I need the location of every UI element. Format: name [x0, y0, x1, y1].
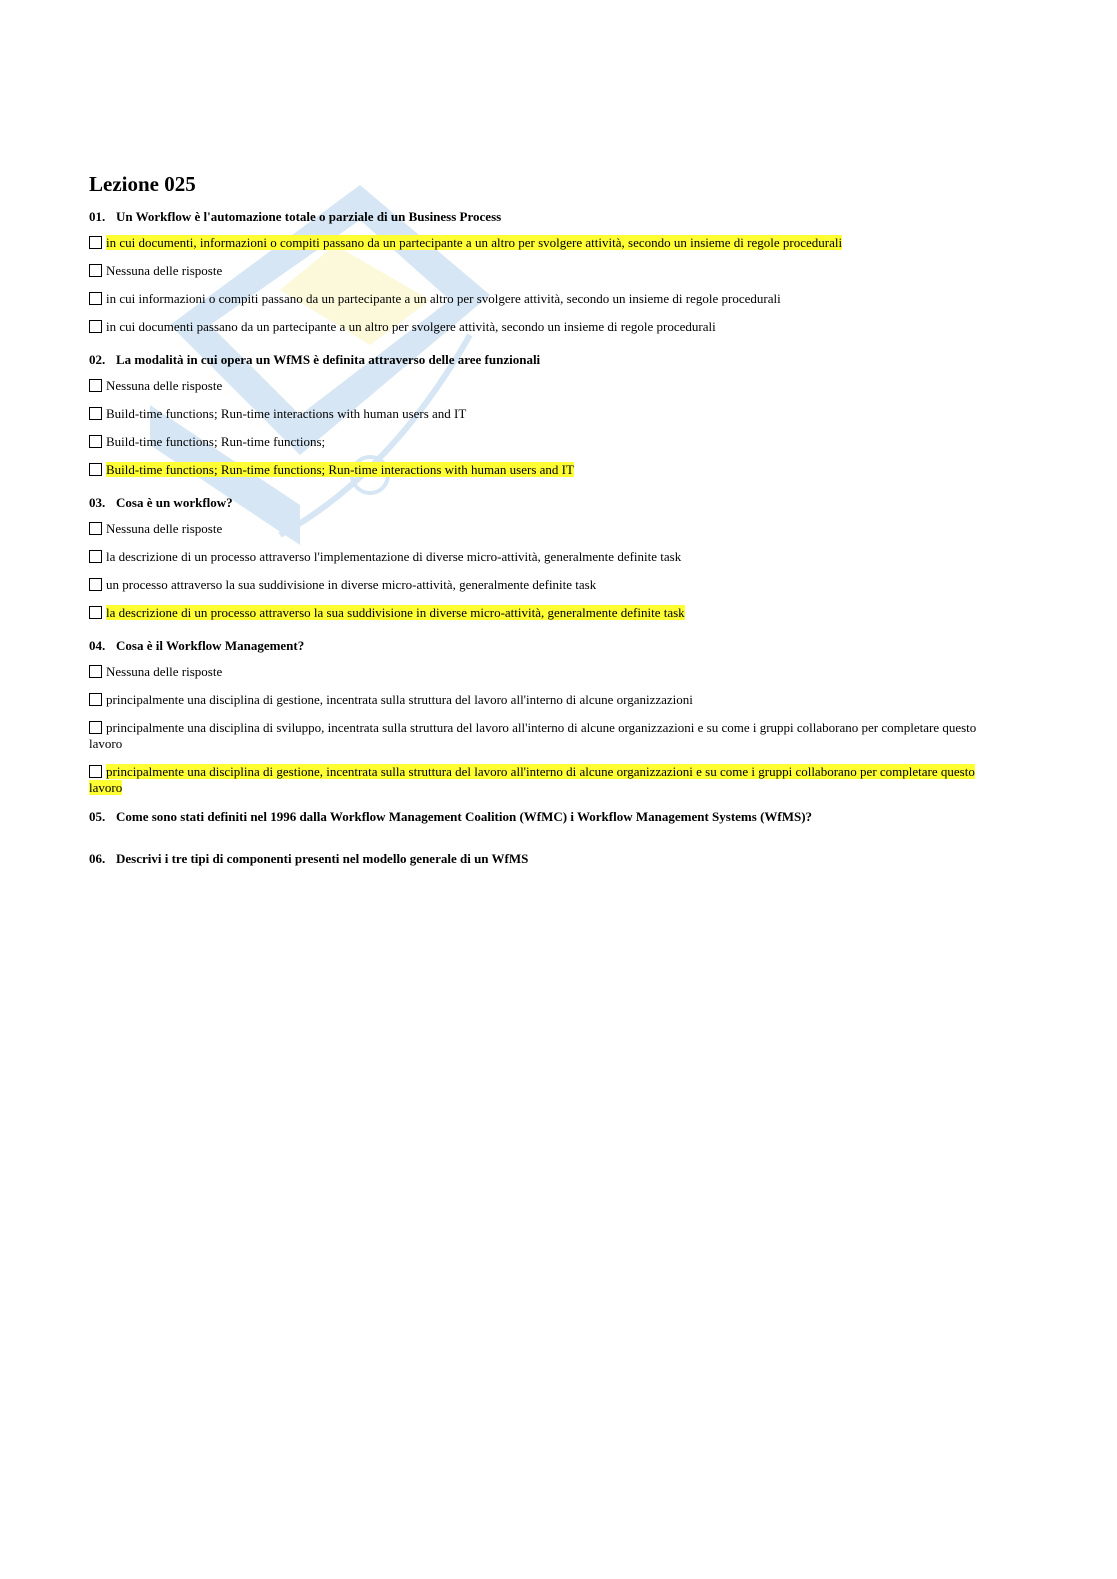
answer-checkbox[interactable] [89, 264, 102, 277]
question-text: Cosa è il Workflow Management? [116, 638, 305, 653]
answer-option [89, 263, 1009, 279]
answer-option [89, 406, 1009, 422]
question-text: Descrivi i tre tipi di componenti presenti nel modello generale di un WfMS [116, 851, 529, 866]
answer-checkbox[interactable] [89, 665, 102, 678]
answer-text: Build-time functions; Run-time interactions with human users and IT [106, 406, 467, 421]
answer-option [89, 764, 1009, 796]
answer-text: in cui informazioni o compiti passano da un partecipante a un altro per svolgere attività, secondo un insieme di regole procedurali [106, 291, 781, 306]
answer-option [89, 462, 1009, 478]
question-heading [89, 808, 1009, 826]
answer-text: in cui documenti passano da un partecipante a un altro per svolgere attività, secondo un insieme di regole procedurali [106, 319, 716, 334]
question-number: 03. [89, 495, 106, 510]
answer-text: Nessuna delle risposte [106, 521, 223, 536]
answer-option [89, 664, 1009, 680]
question-heading [89, 850, 1009, 868]
answer-option [89, 434, 1009, 450]
answer-checkbox[interactable] [89, 693, 102, 706]
question-block [89, 351, 1009, 478]
answer-text: un processo attraverso la sua suddivisione in diverse micro-attività, generalmente definite task [106, 577, 597, 592]
open-question-block [89, 850, 1009, 868]
open-question-block [89, 808, 1009, 826]
question-heading [89, 351, 1009, 369]
answer-checkbox[interactable] [89, 435, 102, 448]
page-title: Lezione 025 [89, 172, 196, 196]
question-block [89, 637, 1009, 796]
question-number: 02. [89, 352, 106, 367]
answer-checkbox[interactable] [89, 463, 102, 476]
answer-text-highlighted: in cui documenti, informazioni o compiti passano da un partecipante a un altro per svolgere attività, secondo un insieme di regole procedurali [106, 235, 843, 250]
answer-checkbox[interactable] [89, 522, 102, 535]
question-number: 06. [89, 851, 106, 866]
answer-option [89, 378, 1009, 394]
answer-option [89, 235, 1009, 251]
question-heading [89, 637, 1009, 655]
question-heading [89, 494, 1009, 512]
answer-checkbox[interactable] [89, 765, 102, 778]
question-heading [89, 208, 1009, 226]
answer-text: principalmente una disciplina di gestione, incentrata sulla struttura del lavoro all'interno di alcune organizzazioni [106, 692, 693, 707]
answer-option [89, 319, 1009, 335]
answer-checkbox[interactable] [89, 606, 102, 619]
answer-checkbox[interactable] [89, 550, 102, 563]
question-text: La modalità in cui opera un WfMS è definita attraverso delle aree funzionali [116, 352, 541, 367]
answer-option [89, 521, 1009, 537]
answer-text-highlighted: la descrizione di un processo attraverso la sua suddivisione in diverse micro-attività, generalmente definite task [106, 605, 685, 620]
answer-text: Build-time functions; Run-time functions; [106, 434, 326, 449]
answer-option [89, 549, 1009, 565]
question-text: Come sono stati definiti nel 1996 dalla Workflow Management Coalition (WfMC) i Workflow Management Systems (WfMS)? [116, 809, 813, 824]
answer-text: Nessuna delle risposte [106, 378, 223, 393]
answer-option [89, 291, 1009, 307]
answer-text: principalmente una disciplina di sviluppo, incentrata sulla struttura del lavoro all'interno di alcune organizzazioni e su come i gruppi collaborano per completare questo lavoro [89, 720, 977, 751]
answer-option [89, 577, 1009, 593]
question-number: 01. [89, 209, 106, 224]
answer-text-highlighted: Build-time functions; Run-time functions; Run-time interactions with human users and IT [106, 462, 574, 477]
answer-checkbox[interactable] [89, 578, 102, 591]
answer-text: la descrizione di un processo attraverso l'implementazione di diverse micro-attività, generalmente definite task [106, 549, 682, 564]
answer-checkbox[interactable] [89, 292, 102, 305]
answer-text: Nessuna delle risposte [106, 263, 223, 278]
question-block [89, 494, 1009, 621]
answer-checkbox[interactable] [89, 407, 102, 420]
answer-checkbox[interactable] [89, 721, 102, 734]
answer-checkbox[interactable] [89, 236, 102, 249]
answer-checkbox[interactable] [89, 320, 102, 333]
answer-option [89, 692, 1009, 708]
question-number: 05. [89, 809, 106, 824]
question-list [89, 208, 1009, 892]
answer-option [89, 720, 1009, 752]
answer-checkbox[interactable] [89, 379, 102, 392]
answer-option [89, 605, 1009, 621]
question-number: 04. [89, 638, 106, 653]
question-text: Cosa è un workflow? [116, 495, 233, 510]
question-block [89, 208, 1009, 335]
answer-text-highlighted: principalmente una disciplina di gestione, incentrata sulla struttura del lavoro all'interno di alcune organizzazioni e su come i gruppi collaborano per completare questo lavoro [89, 764, 975, 795]
answer-text: Nessuna delle risposte [106, 664, 223, 679]
question-text: Un Workflow è l'automazione totale o parziale di un Business Process [116, 209, 502, 224]
